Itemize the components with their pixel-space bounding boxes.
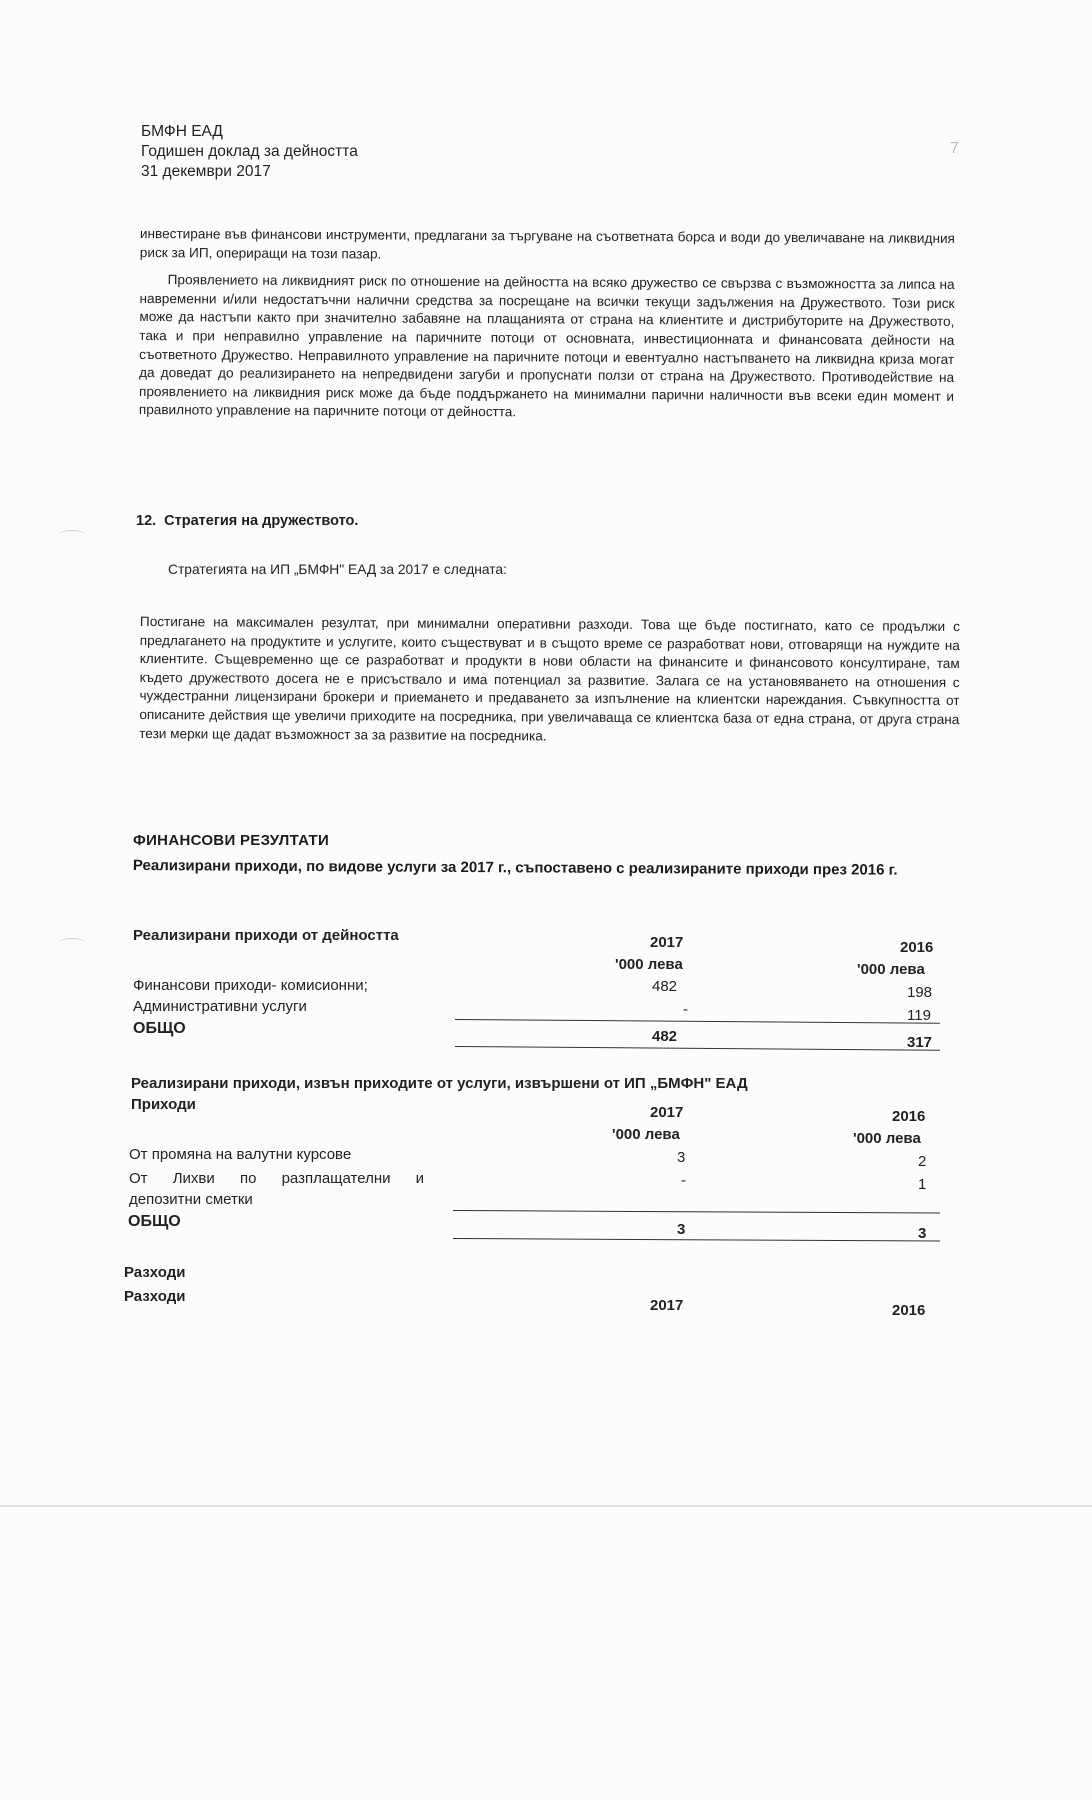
scan-edge (0, 1505, 1092, 1507)
column-unit: '000 лева (612, 1126, 680, 1143)
table-row-label: От промяна на валутни курсове (129, 1146, 352, 1163)
paragraph: инвестиране във финансови инструменти, предлагани за търгуване на съответната борса и води до увеличаване на ликвидния риск за ИП, опериращи на този пазар. (139, 225, 955, 262)
column-year: 2017 (650, 934, 684, 951)
table-cell: - (681, 1172, 686, 1189)
company-name: БМФН ЕАД (141, 123, 223, 140)
table-rule (453, 1238, 940, 1242)
financial-results-subtitle: Реализирани приходи, по видове услуги за 2017 г., съпоставено с реализираните приходи през 2016 г. (132, 857, 898, 879)
table-cell: - (683, 1001, 688, 1018)
strategy-text (139, 613, 960, 752)
paragraph: Постигане на максимален резултат, при минимални оперативни разходи. Това ще бъде постигнато, като се продължи с предлагането на продуктите и услугите, които съществуват и в същото време се разработват нови, отговарящи на нуждите на клиентите. Същевременно ще се разработват и продукти в нови области на финансите и финансовото консултиране, там където дружеството досега не е присъствало и има потенциал за развитие. Залага се на установяването на отношения с чуждестранни лицензирани брокери и приемането и предаването за изпълнение на клиентски нареждания. Съвкупността от описаните действия ще увеличи приходите на посредника, при увеличаваща се клиентска база от една страна, от друга страна тези мерки ще дадат възможност за за развитие на посредника. (139, 614, 960, 744)
expenses-label: Разходи (124, 1288, 186, 1305)
strategy-intro: Стратегията на ИП „БМФН" ЕАД за 2017 е следната: (168, 562, 507, 577)
punch-hole-mark (58, 530, 86, 541)
total-label: ОБЩО (133, 1020, 186, 1037)
column-year: 2017 (650, 1297, 684, 1314)
total-label: ОБЩО (128, 1213, 181, 1230)
report-title: Годишен доклад за дейността (141, 143, 358, 160)
table-rule (453, 1210, 940, 1214)
table-label: Приходи (131, 1096, 196, 1113)
punch-hole-mark (58, 938, 86, 949)
table-row-label: депозитни сметки (129, 1191, 253, 1208)
table-cell: 119 (907, 1007, 931, 1024)
total-cell: 3 (918, 1225, 927, 1242)
total-cell: 317 (907, 1034, 933, 1051)
paragraph: Проявлението на ликвидният риск по отношение на дейността на всяко дружество се свързва с възможността за липса на навременни и/или недостатъчни налични средства за посрещане на всички текущи задължения на Дружеството. Този риск може да настъпи както при значително забавяне на плащанията от страна на клиентите и дистрибуторите на Дружеството, така и при неправилно управление на паричните потоци от основната, инвестиционната и финансовата дейности на съответното Дружество. Неправилното управление на паричните потоци и евентуално настъпването на ликвидна криза могат да доведат до реализирането на непредвидени загуби и пропуснати ползи от страна на Дружеството. Противодействие на проявлението на ликвидния риск може да бъде поддържането на минимални парични наличности във всеки един момент и правилното управление на паричните потоци от дейността. (138, 272, 955, 420)
page-header (141, 122, 358, 182)
section-heading (136, 513, 358, 529)
total-cell: 482 (652, 1028, 678, 1045)
column-unit: '000 лева (857, 961, 925, 978)
liquidity-risk-text (139, 225, 955, 434)
section-title: Стратегия на дружеството. (164, 513, 359, 529)
table-cell: 482 (652, 978, 678, 995)
section-number: 12. (136, 513, 157, 529)
column-year: 2016 (900, 939, 934, 956)
table-rule (455, 1019, 940, 1024)
table-rule (455, 1046, 940, 1051)
report-date: 31 декември 2017 (141, 163, 271, 180)
table-cell: 2 (918, 1153, 927, 1170)
table-label: Реализирани приходи от дейността (133, 927, 399, 944)
table-row-label: От Лихви по разплащателни и (129, 1170, 425, 1187)
column-year: 2016 (892, 1302, 926, 1319)
table-cell: 198 (907, 984, 933, 1001)
table-cell: 1 (918, 1176, 927, 1193)
column-year: 2016 (892, 1108, 926, 1125)
column-unit: '000 лева (615, 956, 683, 973)
table-cell: 3 (677, 1149, 686, 1166)
table-heading: Реализирани приходи, извън приходите от услуги, извършени от ИП „БМФН" ЕАД (131, 1075, 748, 1092)
page-number: 7 (950, 140, 959, 157)
column-year: 2017 (650, 1104, 684, 1121)
total-cell: 3 (677, 1221, 686, 1238)
expenses-heading: Разходи (124, 1264, 186, 1281)
financial-results-title: ФИНАНСОВИ РЕЗУЛТАТИ (133, 832, 330, 849)
table-row-label: Финансови приходи- комисионни; (133, 977, 368, 994)
column-unit: '000 лева (853, 1130, 921, 1147)
table-row-label: Административни услуги (133, 998, 307, 1015)
